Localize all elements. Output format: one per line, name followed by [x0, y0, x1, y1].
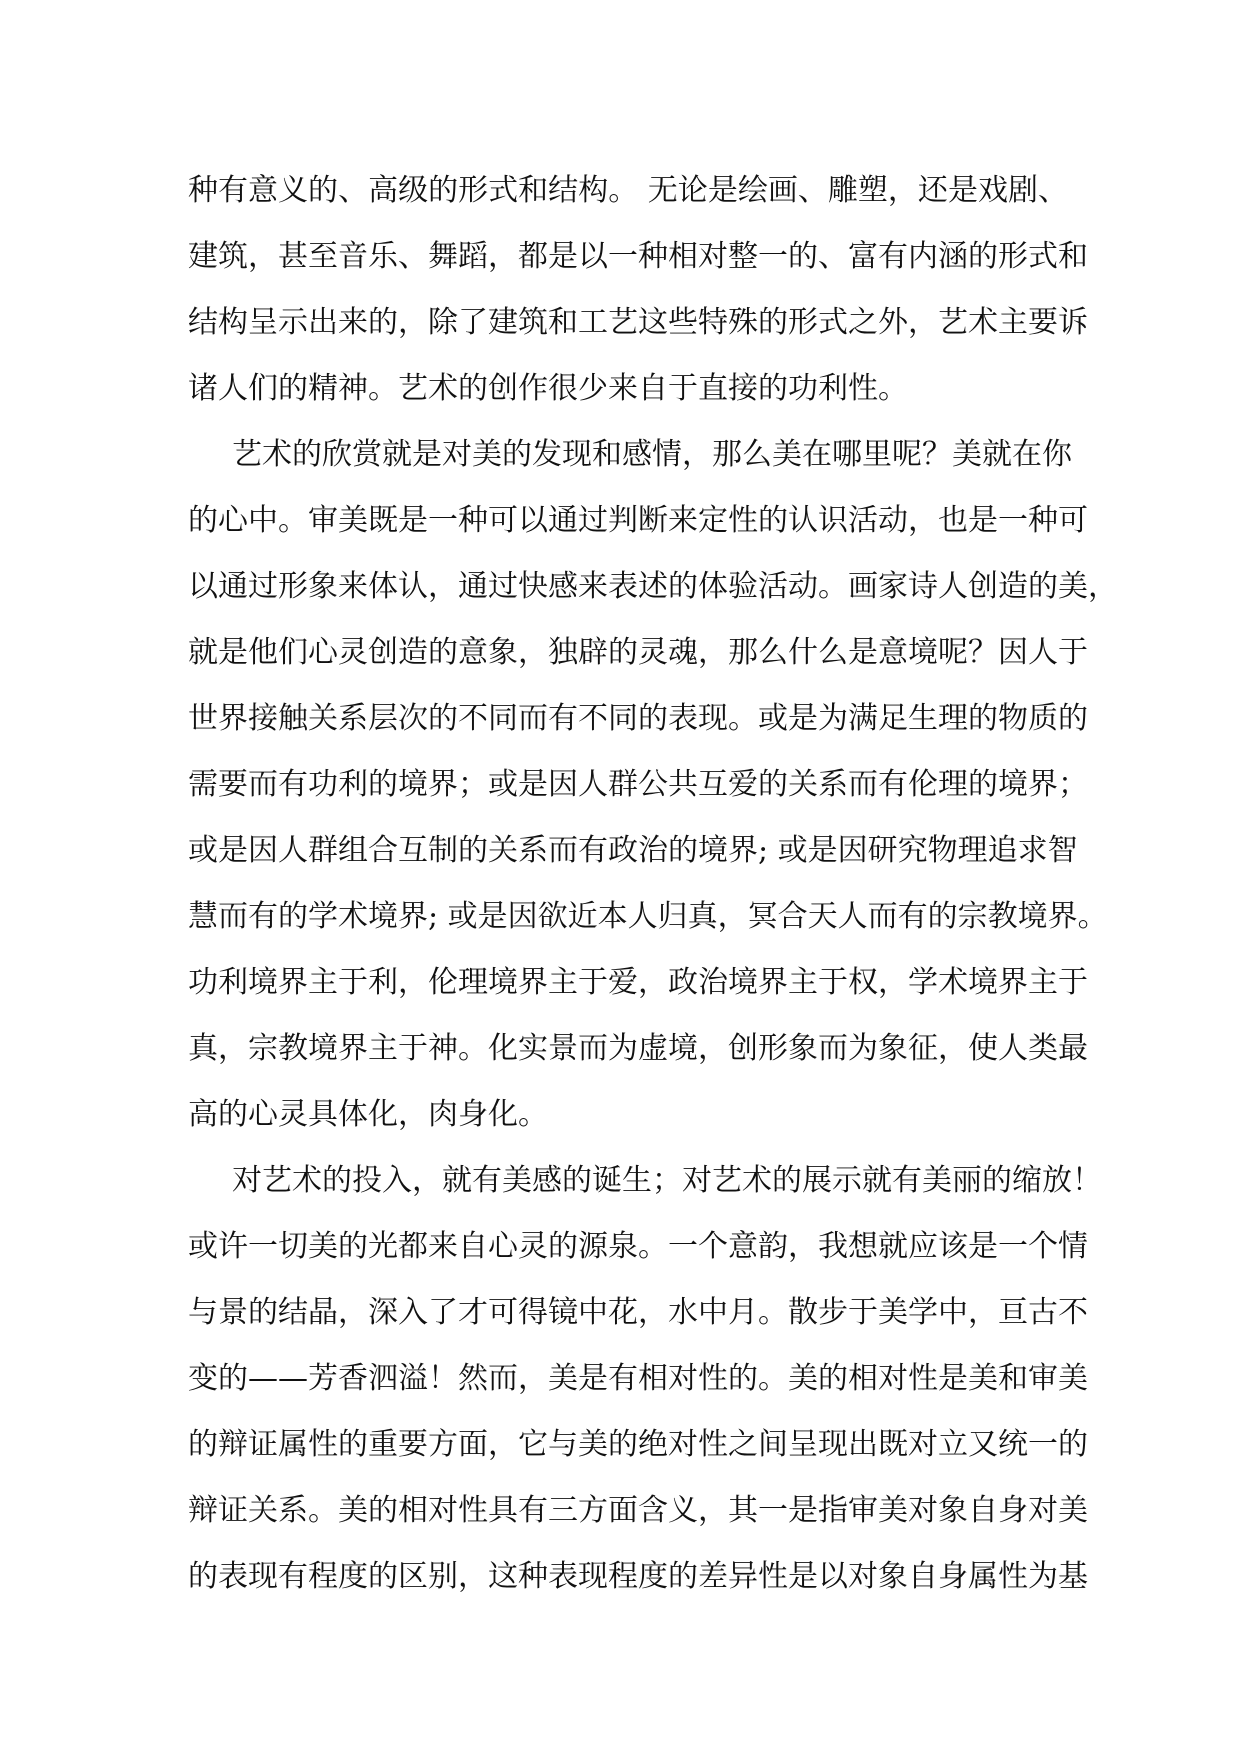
text-line: 变的——芳香泗溢！然而，美是有相对性的。美的相对性是美和审美: [188, 1361, 1088, 1396]
text-line: 结构呈示出来的，除了建筑和工艺这些特殊的形式之外，艺术主要诉: [188, 305, 1088, 340]
text-line: 以通过形象来体认，通过快感来表述的体验活动。画家诗人创造的美，: [188, 569, 1118, 604]
text-line: 种有意义的、高级的形式和结构。 无论是绘画、雕塑，还是戏剧、: [188, 173, 1068, 208]
text-line: 或许一切美的光都来自心灵的源泉。一个意韵，我想就应该是一个情: [188, 1229, 1088, 1264]
text-line: 辩证关系。美的相对性具有三方面含义，其一是指审美对象自身对美: [188, 1493, 1088, 1528]
text-line: 建筑，甚至音乐、舞蹈，都是以一种相对整一的、富有内涵的形式和: [188, 239, 1088, 274]
text-line: 对艺术的投入，就有美感的诞生；对艺术的展示就有美丽的缩放！: [232, 1163, 1102, 1198]
body-text: [188, 158, 1118, 1610]
text-line: 高的心灵具体化，肉身化。: [188, 1097, 548, 1132]
text-line: 的心中。审美既是一种可以通过判断来定性的认识活动，也是一种可: [188, 503, 1088, 538]
text-line: 功利境界主于利，伦理境界主于爱，政治境界主于权，学术境界主于: [188, 965, 1088, 1000]
text-line: 或是因人群组合互制的关系而有政治的境界; 或是因研究物理追求智: [188, 833, 1078, 868]
text-line: 世界接触关系层次的不同而有不同的表现。或是为满足生理的物质的: [188, 701, 1088, 736]
text-line: 艺术的欣赏就是对美的发现和感情，那么美在哪里呢？美就在你: [232, 437, 1072, 472]
text-line: 的辩证属性的重要方面，它与美的绝对性之间呈现出既对立又统一的: [188, 1427, 1088, 1462]
text-line: 的表现有程度的区别，这种表现程度的差异性是以对象自身属性为基: [188, 1559, 1088, 1594]
text-line: 就是他们心灵创造的意象，独辟的灵魂，那么什么是意境呢？因人于: [188, 635, 1088, 670]
text-line: 诸人们的精神。艺术的创作很少来自于直接的功利性。: [188, 371, 908, 406]
text-line: 需要而有功利的境界；或是因人群公共互爱的关系而有伦理的境界；: [188, 767, 1088, 802]
text-line: 慧而有的学术境界; 或是因欲近本人归真，冥合天人而有的宗教境界。: [188, 899, 1108, 934]
text-line: 真，宗教境界主于神。化实景而为虚境，创形象而为象征，使人类最: [188, 1031, 1088, 1066]
text-line: 与景的结晶，深入了才可得镜中花，水中月。散步于美学中，亘古不: [188, 1295, 1088, 1330]
